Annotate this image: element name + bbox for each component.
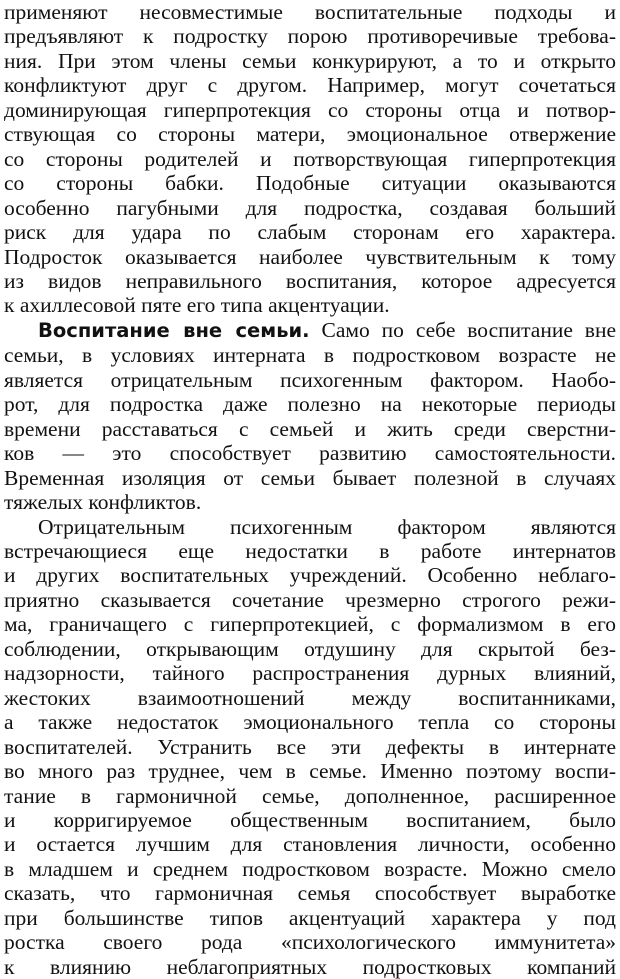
text-line: тяжелых конфликтов. — [4, 490, 202, 515]
text-line: Подросток оказывается наиболее чувствительным к тому — [4, 244, 616, 269]
text-line: жестоких взаимоотношений между воспитанниками, — [4, 685, 616, 710]
text-line: соблюдении, открывающим отдушину для скрытой без- — [4, 636, 616, 661]
text-line: во много раз труднее, чем в семье. Именно поэтому воспи- — [4, 759, 616, 784]
paragraph-upbringing-outside-family — [4, 318, 616, 515]
text-line: рот, для подростка даже полезно на некоторые периоды — [4, 392, 616, 417]
text-line: при большинстве типов акцентуаций характера у под — [4, 905, 616, 930]
text-line: воспитателей. Устранить все эти дефекты в интернате — [4, 734, 616, 759]
text-line: Отрицательным психогенным фактором являются — [38, 514, 616, 539]
text-line: надзорности, тайного распространения дурных влияний, — [4, 661, 616, 686]
text-line: из видов неправильного воспитания, которое адресуется — [4, 268, 616, 293]
text-line: риск для удара по слабым сторонам его характера. — [4, 220, 616, 245]
text-line: встречающиеся еще недостатки в работе интернатов — [4, 538, 616, 563]
text-line: а также недостаток эмоционального тепла со стороны — [4, 710, 616, 735]
text-line: ма, граничащего с гиперпротекцией, с формализмом в его — [4, 612, 616, 637]
text-line: ков — это способствует развитию самостоятельности. — [4, 441, 616, 466]
text-line: со стороны бабки. Подобные ситуации оказываются — [4, 171, 616, 196]
text-line: доминирующая гиперпротекция со стороны отца и потвор- — [4, 97, 616, 122]
text-line: и других воспитательных учреждений. Особенно неблаго- — [4, 563, 616, 588]
text-line: применяют несовместимые воспитательные подходы и — [4, 0, 616, 24]
text-line: конфликтуют друг с другом. Например, могут сочетаться — [4, 73, 616, 98]
text-line: Временная изоляция от семьи бывает полезной в случаях — [4, 465, 616, 490]
text-line: и корригируемое общественным воспитанием, было — [4, 807, 616, 832]
text-line: особенно пагубными для подростка, создавая больший — [4, 195, 616, 220]
text-line: ствующая со стороны матери, эмоциональное отвержение — [4, 122, 616, 147]
text-line: к ахиллесовой пяте его типа акцентуации. — [4, 293, 390, 318]
text-line: предъявляют к подростку порою противоречивые требова- — [4, 24, 616, 49]
text-line: ния. При этом члены семьи конкурируют, а то и открыто — [4, 48, 616, 73]
section-heading: Воспитание вне семьи. — [38, 318, 310, 342]
text-line: семьи, в условиях интерната в подростковом возрасте не — [4, 343, 616, 368]
paragraph-family-conflict — [4, 0, 616, 318]
text-line: является отрицательным психогенным фактором. Наобо- — [4, 367, 616, 392]
text-line: в младшем и среднем подростковом возрасте. Можно смело — [4, 856, 616, 881]
text-line: приятно сказывается сочетание чрезмерно строгого режи- — [4, 587, 616, 612]
text-line: и остается лучшим для становления личности, особенно — [4, 832, 616, 857]
text-line: времени расставаться с семьей и жить среди сверстни- — [4, 416, 616, 441]
text-fragment: Само по себе воспитание вне — [309, 317, 616, 342]
text-line: тание в гармоничной семье, дополненное, расширенное — [4, 783, 616, 808]
paragraph-boarding-schools — [4, 515, 616, 979]
text-line: ростка своего рода «психологического иммунитета» — [4, 930, 616, 955]
text-line: сказать, что гармоничная семья способствует выработке — [4, 881, 616, 906]
text-line: со стороны родителей и потворствующая гиперпротекция — [4, 146, 616, 171]
text-line: к влиянию неблагоприятных подростковых компаний — [4, 954, 616, 979]
text-line — [4, 318, 616, 343]
